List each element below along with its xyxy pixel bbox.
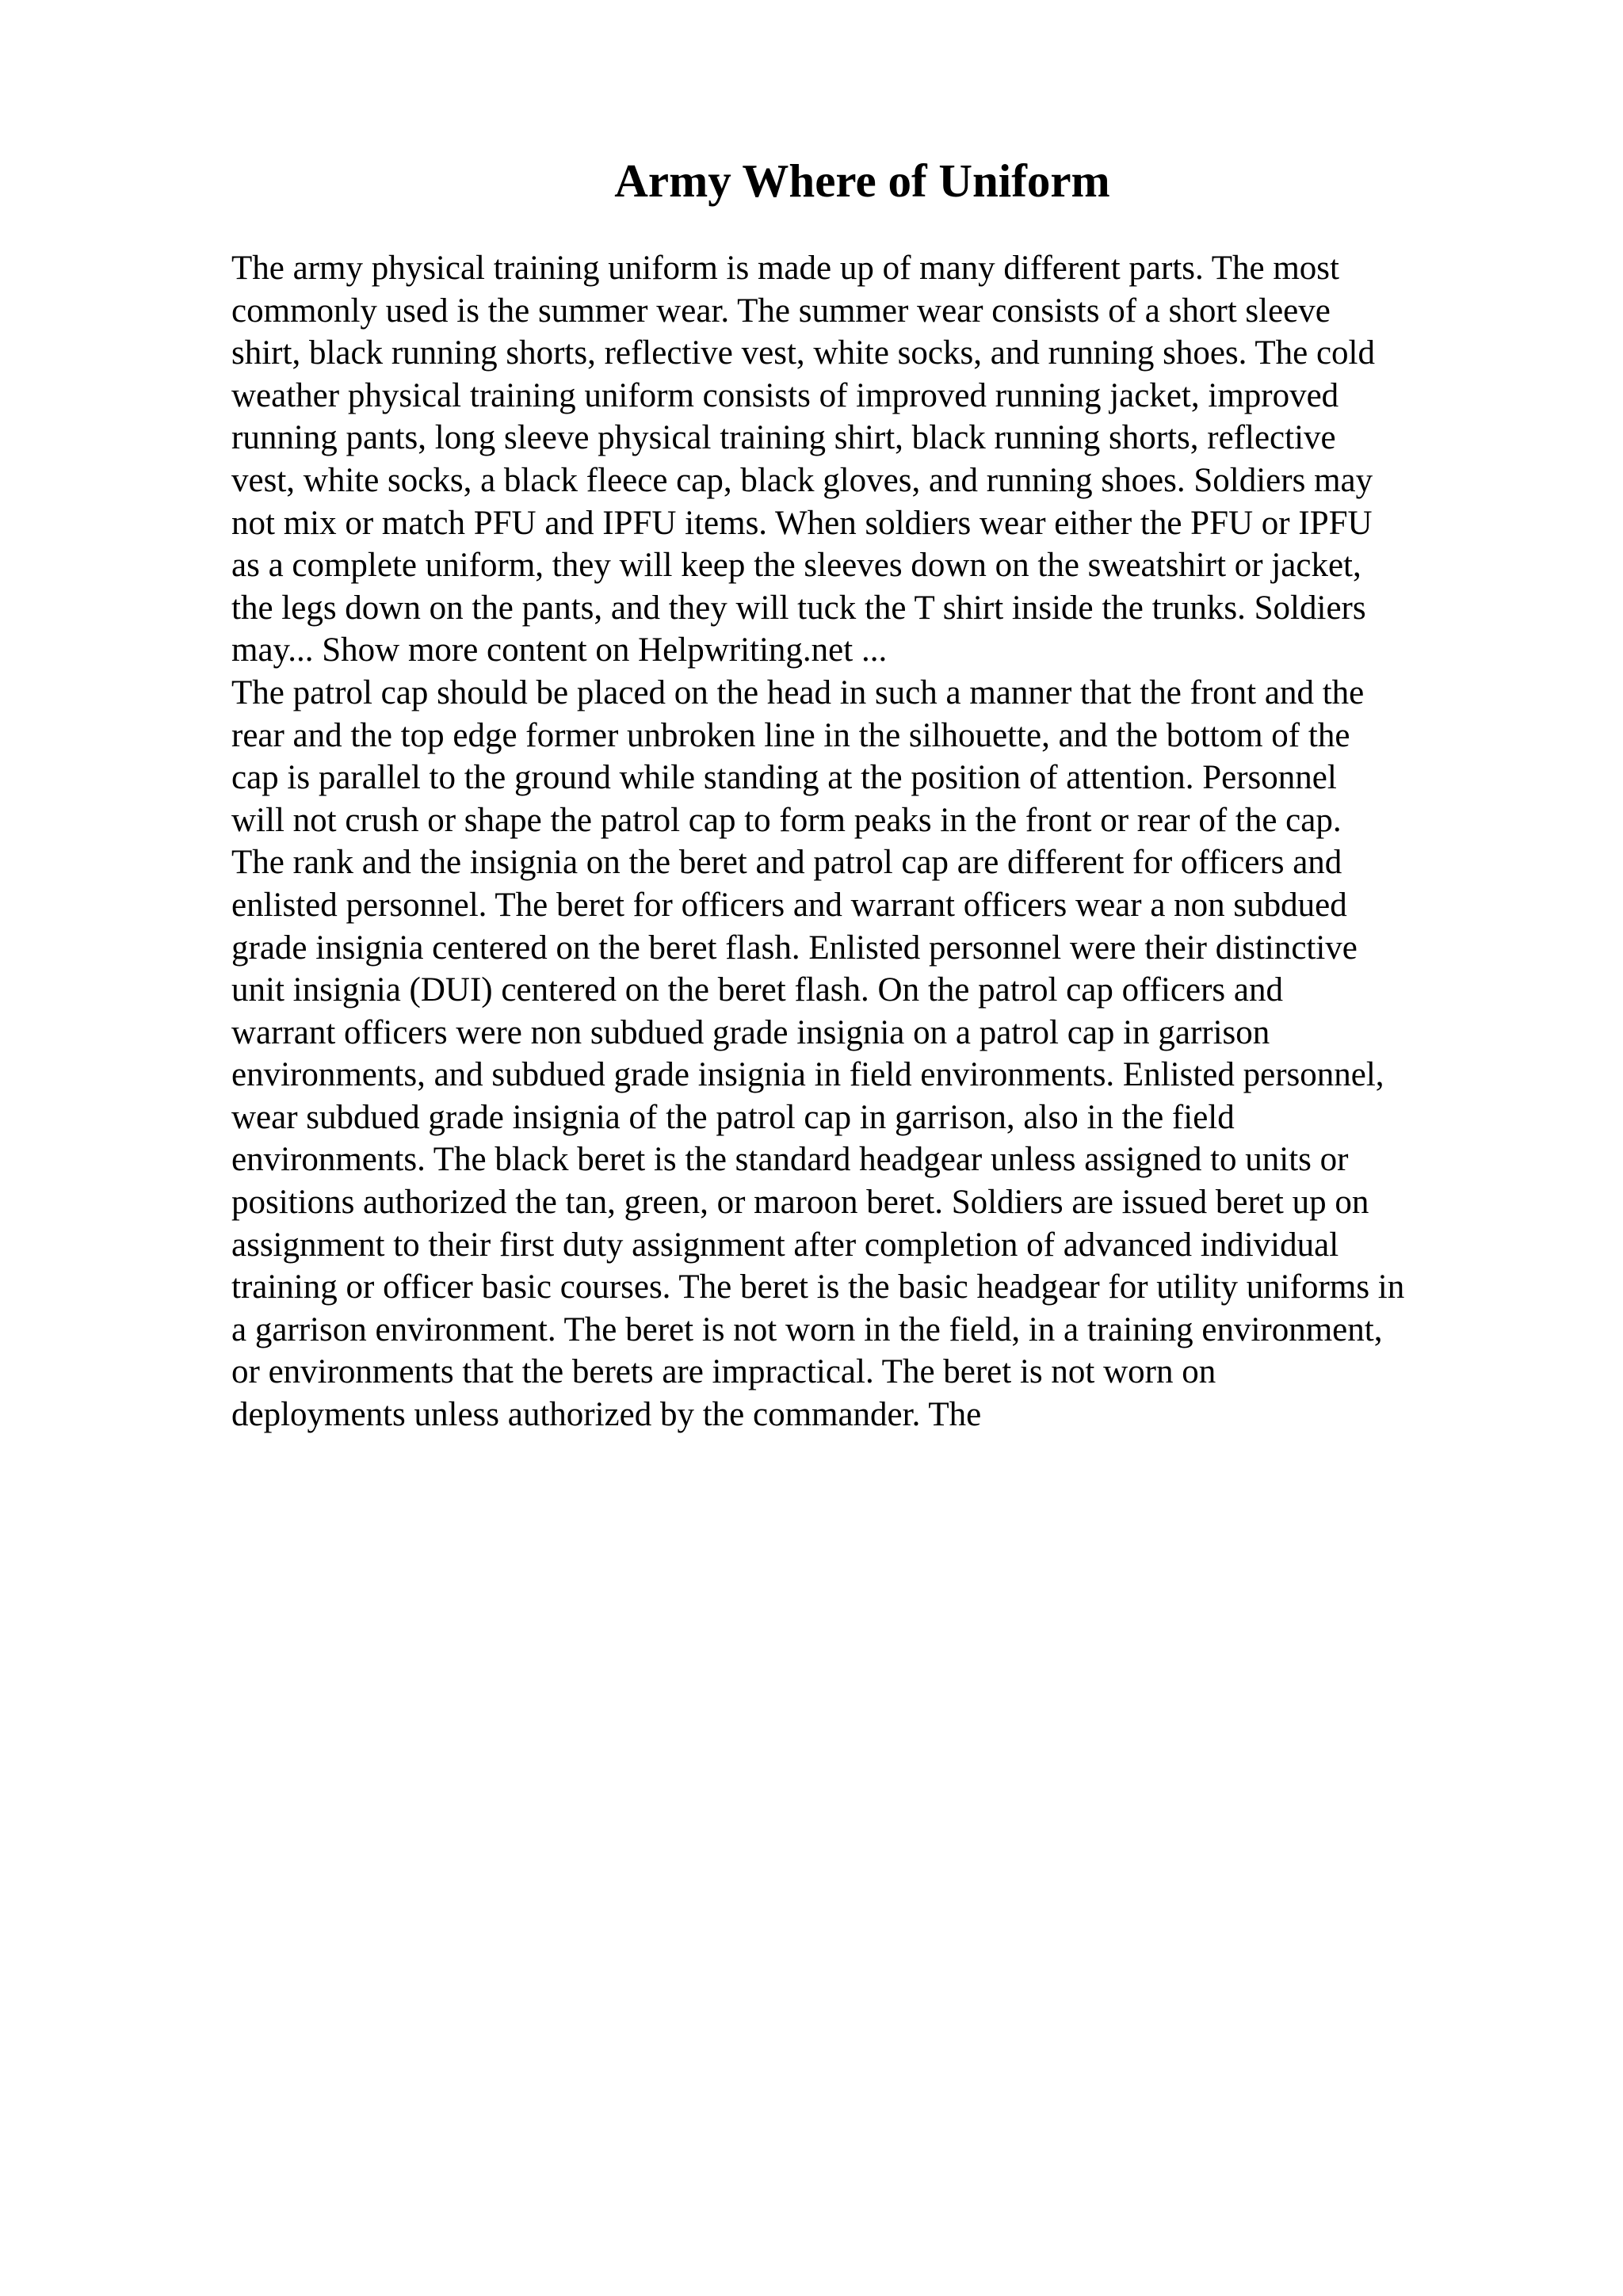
document-title: Army Where of Uniform <box>614 154 1110 207</box>
text-line: the legs down on the pants, and they will tuck the T shirt inside the trunks. Soldiers <box>231 589 1366 627</box>
text-line: rear and the top edge former unbroken line in the silhouette, and the bottom of the <box>231 716 1350 754</box>
text-line: commonly used is the summer wear. The summer wear consists of a short sleeve <box>231 292 1331 330</box>
text-line: a garrison environment. The beret is not worn in the field, in a training environment, <box>231 1310 1383 1348</box>
text-line: assignment to their first duty assignment after completion of advanced individual <box>231 1226 1339 1264</box>
text-line: positions authorized the tan, green, or maroon beret. Soldiers are issued beret up on <box>231 1184 1369 1222</box>
text-line: The patrol cap should be placed on the head in such a manner that the front and the <box>231 673 1365 711</box>
text-line: as a complete uniform, they will keep the sleeves down on the sweatshirt or jacket, <box>231 547 1361 585</box>
text-line: shirt, black running shorts, reflective vest, white socks, and running shoes. The cold <box>231 334 1375 372</box>
text-line: enlisted personnel. The beret for officers and warrant officers wear a non subdued <box>231 886 1347 924</box>
text-line: not mix or match PFU and IPFU items. When soldiers wear either the PFU or IPFU <box>231 504 1373 542</box>
text-line: cap is parallel to the ground while standing at the position of attention. Personnel <box>231 759 1337 797</box>
text-line: may... Show more content on Helpwriting.net ... <box>231 631 888 669</box>
text-line: The army physical training uniform is made up of many different parts. The most <box>231 250 1339 287</box>
text-line: wear subdued grade insignia of the patrol cap in garrison, also in the field <box>231 1098 1235 1136</box>
text-line: will not crush or shape the patrol cap to form peaks in the front or rear of the cap. <box>231 801 1342 839</box>
text-line: running pants, long sleeve physical training shirt, black running shorts, reflective <box>231 419 1336 457</box>
text-line: vest, white socks, a black fleece cap, black gloves, and running shoes. Soldiers may <box>231 461 1373 499</box>
text-line: environments, and subdued grade insignia in field environments. Enlisted personnel, <box>231 1056 1384 1094</box>
text-line: unit insignia (DUI) centered on the beret flash. On the patrol cap officers and <box>231 971 1283 1009</box>
text-line: warrant officers were non subdued grade insignia on a patrol cap in garrison <box>231 1013 1270 1051</box>
text-line: training or officer basic courses. The beret is the basic headgear for utility uniforms in <box>231 1268 1405 1306</box>
text-line: weather physical training uniform consists of improved running jacket, improved <box>231 376 1339 414</box>
text-line: environments. The black beret is the standard headgear unless assigned to units or <box>231 1141 1349 1179</box>
text-line: The rank and the insignia on the beret and patrol cap are different for officers and <box>231 844 1342 882</box>
text-line: grade insignia centered on the beret flash. Enlisted personnel were their distinctive <box>231 929 1358 967</box>
text-line: deployments unless authorized by the commander. The <box>231 1396 982 1434</box>
document-body <box>231 247 1531 1436</box>
text-line: or environments that the berets are impractical. The beret is not worn on <box>231 1353 1216 1391</box>
